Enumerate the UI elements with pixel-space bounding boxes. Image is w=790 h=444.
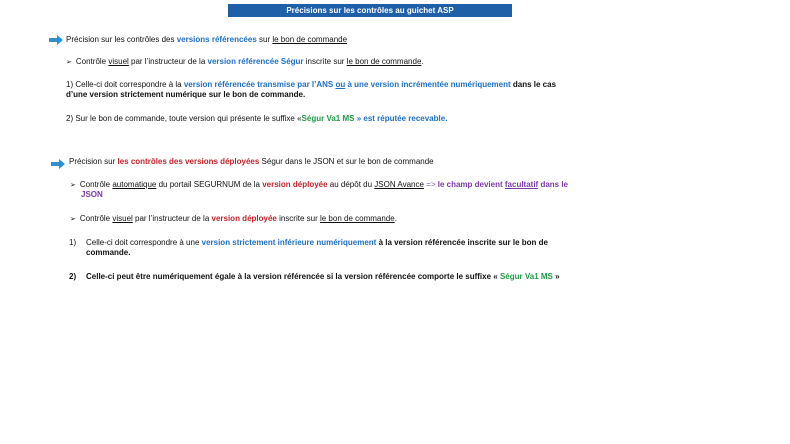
section1-header: Précision sur les contrôles des versions référencées sur le bon de commande [66, 35, 348, 44]
section2-numbered-2: 2) Celle-ci peut être numériquement égale à la version référencée si la version référencée comporte le suffixe « Ségur Va1 MS » [69, 272, 560, 281]
right-arrow-icon [51, 159, 65, 169]
section2-numbered-1-line2: commande. [86, 248, 131, 257]
section2-header: Précision sur les contrôles des versions déployées Ségur dans le JSON et sur le bon de commande [69, 157, 434, 166]
section1-bullet: ➢ Contrôle visuel par l’instructeur de la version référencée Ségur inscrite sur le bon de commande. [66, 57, 424, 66]
section1-paragraph-1: 1) Celle-ci doit correspondre à la version référencée transmise par l’ANS ou à une version incrémentée numériquement dans le cas [66, 80, 557, 89]
section2-bullet-1-line2: JSON [81, 190, 103, 199]
section1-paragraph-2: 2) Sur le bon de commande, toute version qui présente le suffixe «Ségur Va1 MS » est réputée recevable. [66, 114, 448, 123]
bullet-arrow-icon: ➢ [70, 216, 76, 223]
bullet-arrow-icon: ➢ [66, 59, 72, 66]
section1-paragraph-1-line2: d’une version strictement numérique sur le bon de commande. [66, 90, 306, 99]
section2-bullet-2: ➢ Contrôle visuel par l’instructeur de la version déployée inscrite sur le bon de commande. [70, 214, 397, 223]
right-arrow-icon [49, 35, 63, 45]
section2-numbered-1: 1) Celle-ci doit correspondre à une version strictement inférieure numériquement à la version référencée inscrite sur le bon de [69, 238, 548, 247]
section2-bullet-1: ➢ Contrôle automatique du portail SEGURNUM de la version déployée au dépôt du JSON Avance => le champ devient facultatif dans le [70, 180, 569, 189]
page-title: Précisions sur les contrôles au guichet ASP [228, 4, 512, 17]
bullet-arrow-icon: ➢ [70, 182, 76, 189]
